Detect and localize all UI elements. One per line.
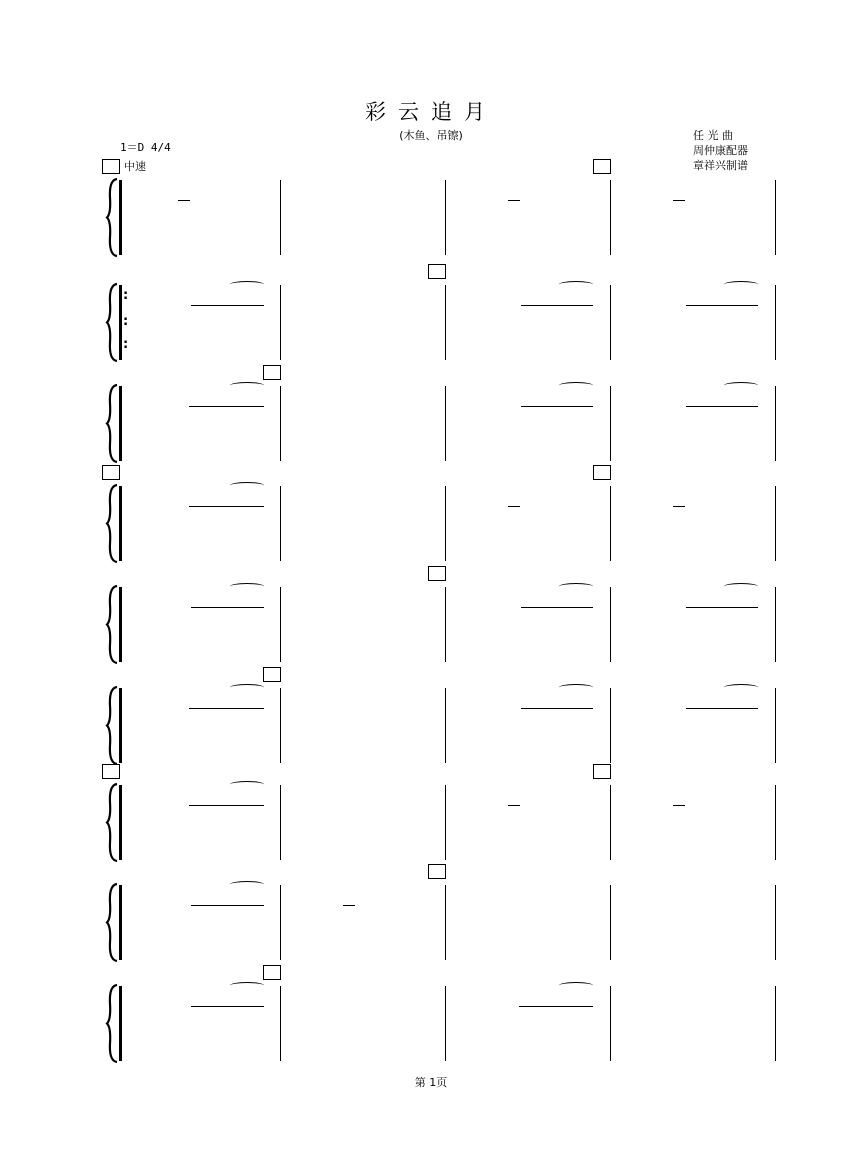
- barline: [775, 688, 776, 763]
- measure-number: [593, 764, 611, 779]
- slur: [559, 281, 593, 288]
- system-brace: [106, 484, 118, 563]
- barline: [445, 587, 446, 662]
- beam-underline: [508, 200, 520, 201]
- arranger-credit: 周仲康配器: [693, 144, 748, 157]
- barline: [775, 785, 776, 860]
- barline: [280, 688, 281, 763]
- barline: [775, 486, 776, 561]
- barline: [445, 785, 446, 860]
- system-start-line: [119, 885, 122, 960]
- barline: [445, 885, 446, 960]
- barline: [445, 285, 446, 360]
- system-brace: [106, 384, 118, 463]
- barline: [610, 688, 611, 763]
- barline: [775, 587, 776, 662]
- transcriber-credit: 章祥兴制谱: [693, 159, 748, 172]
- beam-underline: [521, 305, 593, 306]
- barline: [280, 285, 281, 360]
- system-start-line: [119, 285, 122, 360]
- beam-underline: [673, 805, 685, 806]
- system-start-line: [119, 785, 122, 860]
- slur: [724, 281, 758, 288]
- barline: [610, 587, 611, 662]
- beam-underline: [686, 708, 758, 709]
- tempo-marking: 中速: [124, 160, 146, 173]
- slur: [724, 382, 758, 389]
- beam-underline: [191, 607, 264, 608]
- barline: [445, 486, 446, 561]
- measure-number: [593, 465, 611, 480]
- barline: [280, 180, 281, 255]
- repeat-sign: :: [123, 314, 129, 329]
- barline: [775, 885, 776, 960]
- beam-underline: [191, 1006, 264, 1007]
- barline: [610, 986, 611, 1061]
- score-subtitle: (木鱼、吊镲): [399, 129, 463, 142]
- barline: [610, 885, 611, 960]
- barline: [775, 180, 776, 255]
- system-brace: [106, 783, 118, 862]
- barline: [445, 386, 446, 461]
- barline: [610, 180, 611, 255]
- beam-underline: [521, 406, 593, 407]
- system-brace: [106, 178, 118, 257]
- repeat-sign: :: [123, 288, 129, 303]
- barline: [280, 986, 281, 1061]
- system-brace: [106, 686, 118, 765]
- barline: [280, 386, 281, 461]
- beam-underline: [191, 305, 264, 306]
- system-brace: [106, 883, 118, 962]
- system-start-line: [119, 986, 122, 1061]
- beam-underline: [686, 607, 758, 608]
- beam-underline: [686, 305, 758, 306]
- measure-number: [263, 365, 281, 380]
- beam-underline: [521, 607, 593, 608]
- slur: [559, 382, 593, 389]
- system-brace: [106, 585, 118, 664]
- barline: [280, 587, 281, 662]
- beam-underline: [673, 200, 685, 201]
- slur: [559, 583, 593, 590]
- slur: [230, 982, 264, 989]
- slur: [559, 684, 593, 691]
- slur: [559, 982, 593, 989]
- measure-number: [428, 566, 446, 581]
- measure-number: [263, 667, 281, 682]
- beam-underline: [343, 905, 355, 906]
- barline: [445, 180, 446, 255]
- slur: [724, 684, 758, 691]
- beam-underline: [508, 506, 520, 507]
- system-start-line: [119, 386, 122, 461]
- page-footer: 第 1页: [414, 1076, 448, 1089]
- beam-underline: [189, 708, 264, 709]
- system-brace: [106, 984, 118, 1063]
- beam-underline: [508, 805, 520, 806]
- key-signature: 1＝D 4/4: [120, 141, 171, 154]
- barline: [280, 785, 281, 860]
- beam-underline: [673, 506, 685, 507]
- slur: [230, 281, 264, 288]
- barline: [445, 986, 446, 1061]
- barline: [775, 285, 776, 360]
- slur: [230, 482, 264, 489]
- measure-number: [428, 864, 446, 879]
- slur: [230, 583, 264, 590]
- system-start-line: [119, 587, 122, 662]
- beam-underline: [686, 406, 758, 407]
- beam-underline: [519, 1006, 593, 1007]
- barline: [280, 885, 281, 960]
- barline: [280, 486, 281, 561]
- beam-underline: [189, 805, 264, 806]
- beam-underline: [191, 905, 264, 906]
- barline: [445, 688, 446, 763]
- barline: [610, 486, 611, 561]
- beam-underline: [521, 708, 593, 709]
- slur: [230, 781, 264, 788]
- measure-number: [102, 465, 120, 480]
- measure-number: [428, 264, 446, 279]
- barline: [775, 386, 776, 461]
- slur: [230, 684, 264, 691]
- system-start-line: [119, 688, 122, 763]
- measure-number: [593, 159, 611, 174]
- score-title: 彩云追月: [365, 100, 497, 124]
- repeat-sign: :: [123, 337, 129, 352]
- slur: [230, 382, 264, 389]
- composer-credit: 任 光 曲: [693, 129, 733, 142]
- measure-number: [102, 764, 120, 779]
- beam-underline: [189, 506, 264, 507]
- slur: [230, 881, 264, 888]
- system-start-line: [119, 180, 122, 255]
- system-start-line: [119, 486, 122, 561]
- beam-underline: [178, 200, 190, 201]
- barline: [775, 986, 776, 1061]
- barline: [610, 785, 611, 860]
- barline: [610, 386, 611, 461]
- measure-number: [102, 159, 120, 174]
- slur: [724, 583, 758, 590]
- measure-number: [263, 965, 281, 980]
- beam-underline: [189, 406, 264, 407]
- barline: [610, 285, 611, 360]
- system-brace: [106, 283, 118, 362]
